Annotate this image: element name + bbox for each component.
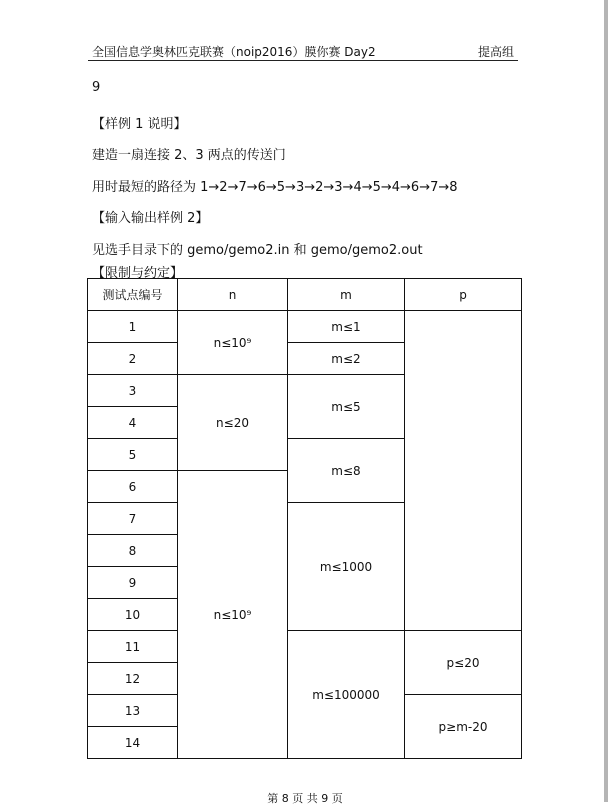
m-limit: m≤2	[288, 343, 405, 375]
header-cell-n: n	[178, 279, 288, 311]
test-id: 8	[88, 535, 178, 567]
table-header-row	[88, 279, 522, 311]
n-limit: n≤10⁹	[178, 471, 288, 759]
sample1-heading: 【样例 1 说明】	[92, 117, 187, 132]
test-id: 10	[88, 599, 178, 631]
sample2-heading: 【输入输出样例 2】	[92, 211, 209, 226]
sample-output-tail: 9	[92, 80, 101, 95]
test-id: 7	[88, 503, 178, 535]
sample2-line: 见选手目录下的 gemo/gemo2.in 和 gemo/gemo2.out	[92, 243, 423, 258]
test-id: 4	[88, 407, 178, 439]
table-row	[88, 311, 522, 343]
header-title: 全国信息学奥林匹克联赛（noip2016）膜你赛 Day2	[92, 45, 376, 59]
header-cell-p: p	[405, 279, 522, 311]
header-rule	[88, 60, 518, 61]
test-id: 2	[88, 343, 178, 375]
test-id: 3	[88, 375, 178, 407]
test-id: 11	[88, 631, 178, 663]
m-limit: m≤1000	[288, 503, 405, 631]
sample1-line2: 用时最短的路径为 1→2→7→6→5→3→2→3→4→5→4→6→7→8	[92, 180, 458, 195]
p-limit	[405, 311, 522, 631]
page-footer: 第 8 页 共 9 页	[267, 792, 343, 805]
page-edge	[604, 0, 608, 802]
m-limit: m≤5	[288, 375, 405, 439]
sample1-line1: 建造一扇连接 2、3 两点的传送门	[92, 148, 286, 163]
p-limit: p≤20	[405, 631, 522, 695]
header-cell-m: m	[288, 279, 405, 311]
m-limit: m≤1	[288, 311, 405, 343]
m-limit: m≤100000	[288, 631, 405, 759]
test-id: 1	[88, 311, 178, 343]
m-limit: m≤8	[288, 439, 405, 503]
test-id: 9	[88, 567, 178, 599]
test-id: 5	[88, 439, 178, 471]
limits-table	[87, 278, 522, 759]
test-id: 13	[88, 695, 178, 727]
test-id: 12	[88, 663, 178, 695]
p-limit: p≥m-20	[405, 695, 522, 759]
test-id: 14	[88, 727, 178, 759]
table-row	[88, 631, 522, 663]
header-cell-id: 测试点编号	[88, 279, 178, 311]
test-id: 6	[88, 471, 178, 503]
n-limit: n≤20	[178, 375, 288, 471]
header-group: 提高组	[477, 45, 514, 59]
n-limit: n≤10⁹	[178, 311, 288, 375]
limits-heading: 【限制与约定】	[92, 266, 184, 281]
